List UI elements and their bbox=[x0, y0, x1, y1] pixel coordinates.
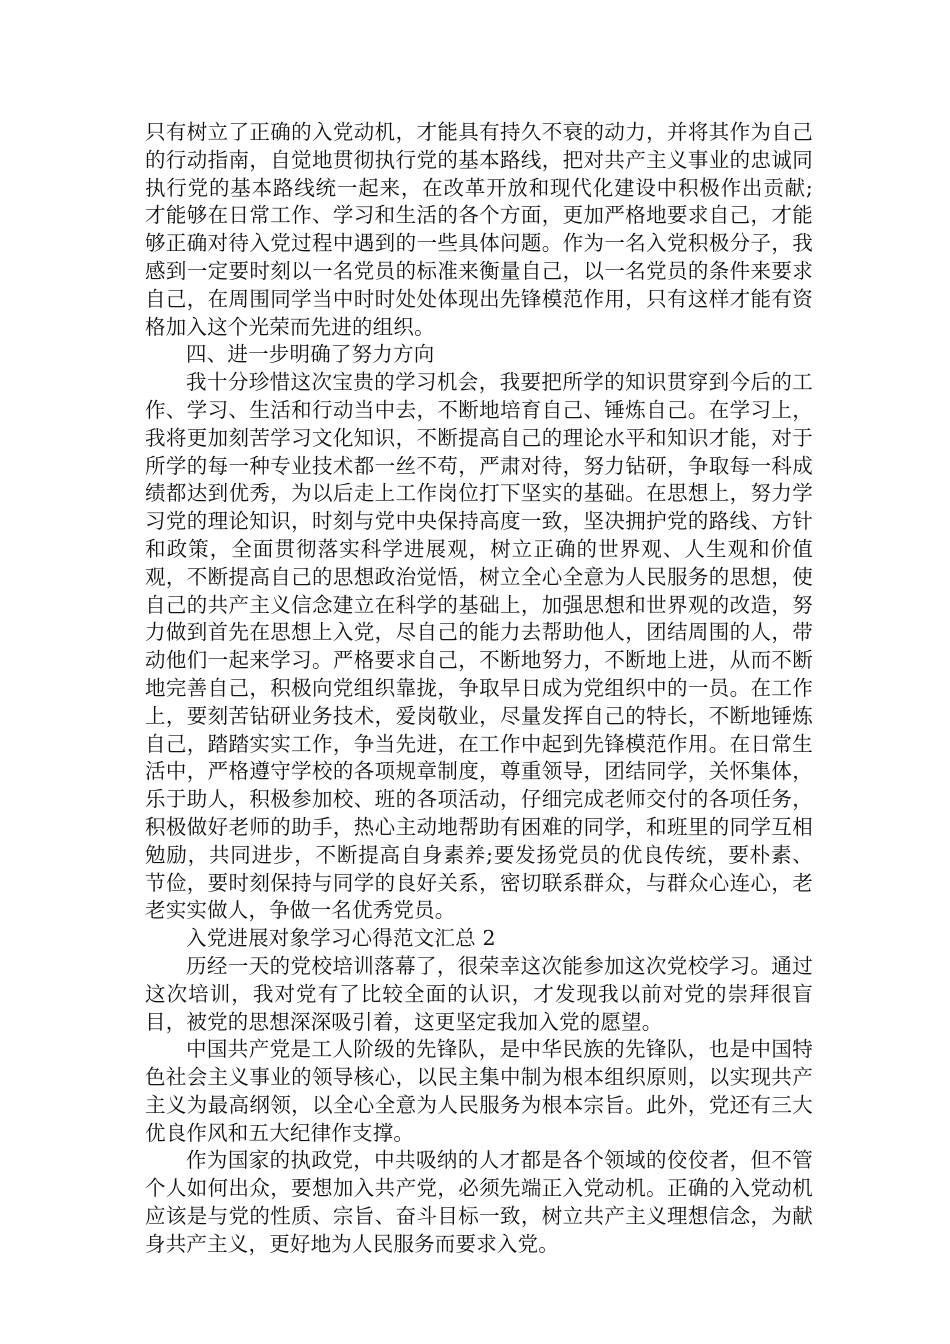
paragraph-party-motivation: 作为国家的执政党，中共吸纳的人才都是各个领域的佼佼者，但不管个人如何出众，要想加入共产党，必须先端正入党动机。正确的入党动机应该是与党的性质、宗旨、奋斗目标一致，树立共产主义理想信念，为献身共产主义，更好地为人民服务而要求入党。 bbox=[145, 1148, 813, 1256]
section-heading-direction: 四、进一步明确了努力方向 bbox=[186, 342, 435, 367]
paragraph-continuation: 只有树立了正确的入党动机，才能具有持久不衰的动力，并将其作为自己的行动指南，自觉地贯彻执行党的基本路线，把对共产主义事业的忠诚同执行党的基本路线统一起来，在改革开放和现代化建设中积极作出贡献;才能够在日常工作、学习和生活的各个方面，更加严格地要求自己，才能够正确对待入党过程中遇到的一些具体问题。作为一名入党积极分子，我感到一定要时刻以一名党员的标准来衡量自己，以一名党员的条件来要求自己，在周围同学当中时时处处体现出先锋模范作用，只有这样才能有资格加入这个光荣而先进的组织。 bbox=[145, 120, 813, 339]
paragraph-party-nature: 中国共产党是工人阶级的先锋队，是中华民族的先锋队，也是中国特色社会主义事业的领导核心，以民主集中制为根本组织原则，以实现共产主义为最高纲领，以全心全意为人民服务为根本宗旨。此外，党还有三大优良作风和五大纪律作支撑。 bbox=[145, 1037, 813, 1145]
document-body bbox=[145, 119, 813, 1259]
article-title-2: 入党进展对象学习心得范文汇总 2 bbox=[186, 926, 496, 951]
paragraph-training-intro: 历经一天的党校培训落幕了，很荣幸这次能参加这次党校学习。通过这次培训，我对党有了比较全面的认识，才发现我以前对党的崇拜很盲目，被党的思想深深吸引着，这更坚定我加入党的愿望。 bbox=[145, 953, 813, 1034]
paragraph-learning-plan: 我十分珍惜这次宝贵的学习机会，我要把所学的知识贯穿到今后的工作、学习、生活和行动当中去，不断地培育自己、锤炼自己。在学习上，我将更加刻苦学习文化知识，不断提高自己的理论水平和知识才能，对于所学的每一种专业技术都一丝不苟，严肃对待，努力钻研，争取每一科成绩都达到优秀，为以后走上工作岗位打下坚实的基础。在思想上，努力学习党的理论知识，时刻与党中央保持高度一致，坚决拥护党的路线、方针和政策，全面贯彻落实科学进展观，树立正确的世界观、人生观和价值观，不断提高自己的思想政治觉悟，树立全心全意为人民服务的思想，使自己的共产主义信念建立在科学的基础上，加强思想和世界观的改造，努力做到首先在思想上入党，尽自己的能力去帮助他人，团结周围的人，带动他们一起来学习。严格要求自己，不断地努力，不断地上进，从而不断地完善自己，积极向党组织靠拢，争取早日成为党组织中的一员。在工作上，要刻苦钻研业务技术，爱岗敬业，尽量发挥自己的特长，不断地锤炼自己，踏踏实实工作，争当先进，在工作中起到先锋模范作用。在日常生活中，严格遵守学校的各项规章制度，尊重领导，团结同学，关怀集体，乐于助人，积极参加校、班的各项活动，仔细完成老师交付的各项任务，积极做好老师的助手，热心主动地帮助有困难的同学，和班里的同学互相勉励，共同进步，不断提高自身素养;要发扬党员的优良传统，要朴素、节俭，要时刻保持与同学的良好关系，密切联系群众，与群众心连心，老老实实做人，争做一名优秀党员。 bbox=[145, 370, 813, 923]
